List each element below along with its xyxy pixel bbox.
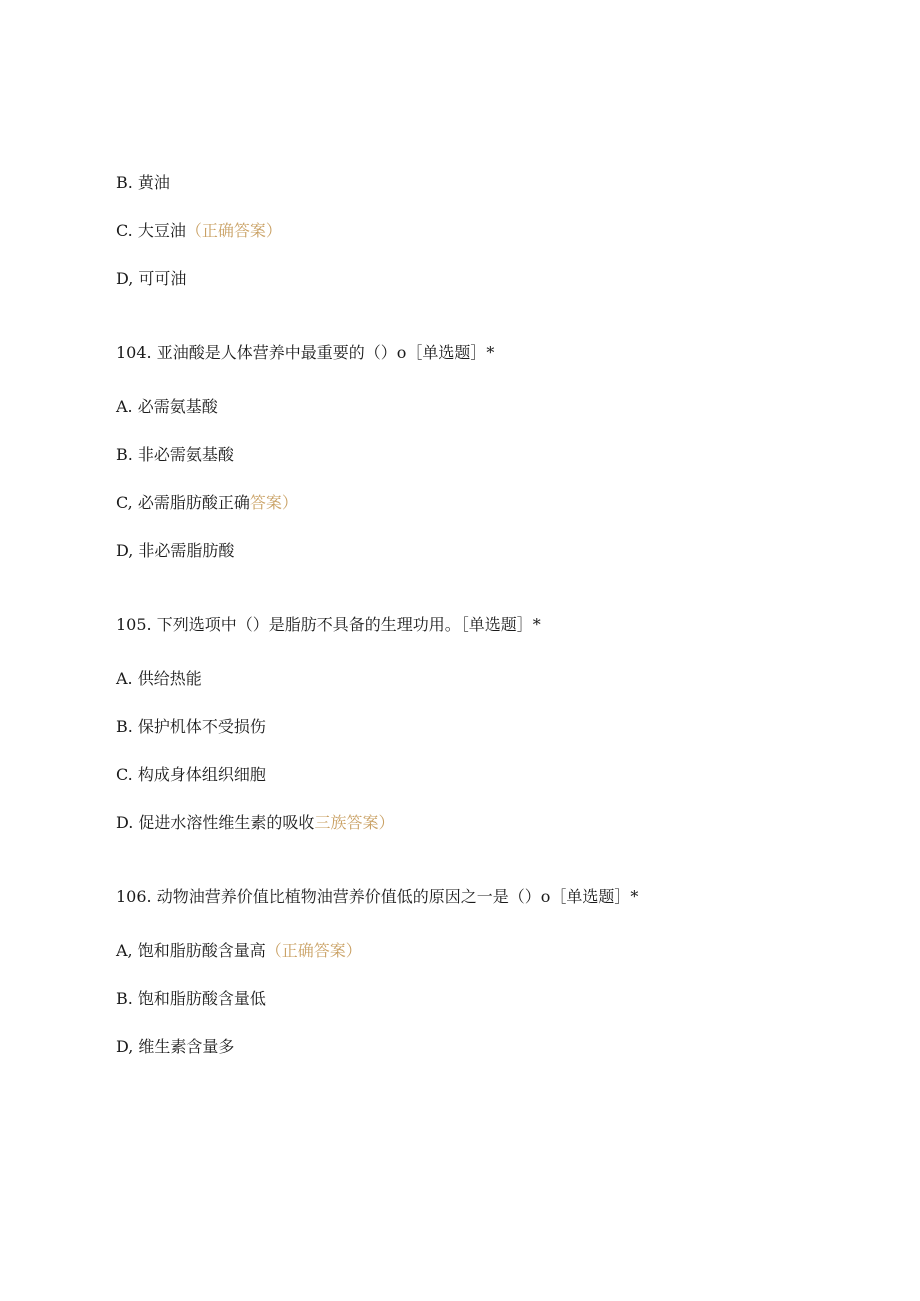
option-d-nonessential-fatty-acid [116, 541, 234, 561]
option-text: C. 构成身体组织细胞 [116, 765, 266, 784]
question-105 [116, 615, 541, 635]
option-b-butter [116, 173, 170, 193]
option-a-essential-amino-acid [116, 397, 218, 417]
option-b-low-saturated-fat [116, 989, 266, 1009]
option-c-soybean-oil [116, 221, 282, 241]
option-text: B. 非必需氨基酸 [116, 445, 234, 464]
option-d-more-vitamins [116, 1037, 234, 1057]
option-text: A. 必需氨基酸 [116, 397, 218, 416]
option-d-cocoa-butter [116, 269, 186, 289]
option-text: D, 可可油 [116, 269, 187, 288]
option-text: C, 必需脂肪酸正确 [116, 493, 250, 512]
option-a-supply-energy [116, 669, 202, 689]
option-text: C. 大豆油 [116, 221, 186, 240]
correct-answer-mark: （正确答案） [185, 221, 282, 240]
correct-answer-mark: 三族答案） [314, 813, 395, 832]
option-text: D, 非必需脂肪酸 [116, 541, 235, 560]
correct-answer-mark: 答案） [249, 493, 298, 512]
option-text: D, 维生素含量多 [116, 1037, 235, 1056]
correct-answer-mark: （正确答案） [265, 941, 362, 960]
option-text: B. 饱和脂肪酸含量低 [116, 989, 266, 1008]
question-text: 105. 下列选项中（）是脂肪不具备的生理功用。［单选题］* [116, 615, 541, 634]
question-106 [116, 887, 638, 907]
question-text: 106. 动物油营养价值比植物油营养价值低的原因之一是（）o［单选题］* [116, 887, 639, 906]
option-text: A. 供给热能 [116, 669, 202, 688]
question-text: 104. 亚油酸是人体营养中最重要的（）o［单选题］* [116, 343, 495, 362]
option-d-water-soluble-vitamins [116, 813, 394, 833]
question-104 [116, 343, 494, 363]
option-text: D. 促进水溶性维生素的吸收 [116, 813, 315, 832]
option-text: A, 饱和脂肪酸含量高 [116, 941, 266, 960]
option-c-essential-fatty-acid [116, 493, 298, 513]
option-c-build-tissue-cells [116, 765, 266, 785]
option-b-protect-body [116, 717, 266, 737]
option-a-high-saturated-fat [116, 941, 362, 961]
option-b-nonessential-amino-acid [116, 445, 234, 465]
option-text: B. 黄油 [116, 173, 170, 192]
option-text: B. 保护机体不受损伤 [116, 717, 266, 736]
